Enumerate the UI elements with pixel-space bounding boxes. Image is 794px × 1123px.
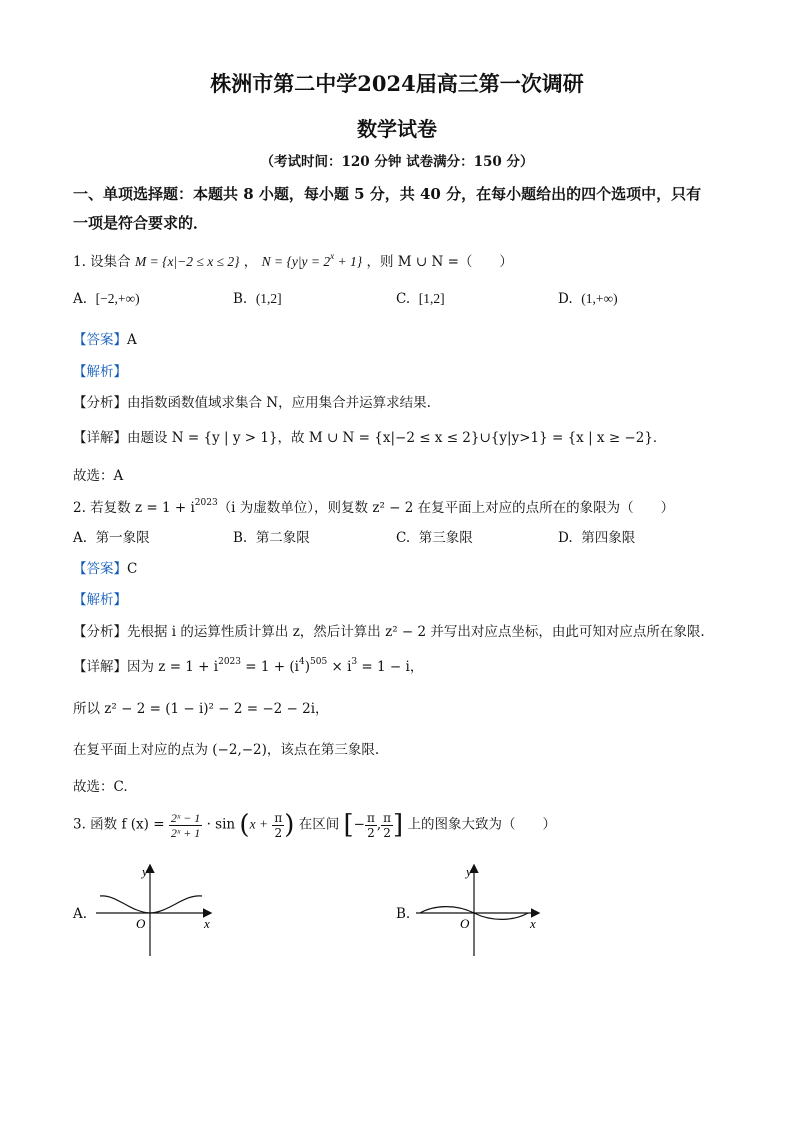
option-c: C. 第三象限	[396, 530, 473, 546]
option-b: B. 第二象限	[233, 530, 310, 546]
page-title: 株洲市第二中学2024届高三第一次调研	[210, 71, 584, 96]
fenxi-line: 【分析】由指数函数值域求集合 N，应用集合并运算求结果.	[73, 395, 431, 411]
question-1-separator: ，	[243, 254, 258, 270]
xiangjie-line: 【详解】因为 $z = 1 + i^{2023} = 1 + (i^4)^{505} \times i^3 = 1 - i$，	[73, 657, 424, 675]
option-d: D. 第四象限	[558, 530, 636, 546]
question-1-prefix: 1. 设集合	[73, 254, 131, 270]
axis-label-x: x	[530, 916, 536, 931]
set-N-definition: $N = \{y|y = 2^x + 1\}$	[261, 251, 363, 269]
analysis-label: 【解析】	[73, 364, 127, 380]
option-b: B. (1,2]	[233, 291, 282, 307]
axis-label-y: y	[142, 864, 148, 879]
option-a: A. [−2,+∞)	[73, 291, 140, 307]
fraction: $\frac{\pi}{2}$	[383, 810, 392, 840]
conclusion-line: 故选：C.	[73, 779, 128, 795]
option-a: A. 第一象限	[73, 530, 150, 546]
fraction: $\frac{\text{2ˣ − 1}}{\text{2ˣ + 1}}$	[170, 810, 201, 840]
fraction: $\frac{\pi}{2}$	[366, 810, 375, 840]
step-line: 在复平面上对应的点为 (−2,−2)，该点在第三象限.	[73, 742, 380, 758]
section-heading-line2: 一项是符合要求的．	[73, 214, 209, 232]
graph-b	[412, 860, 547, 960]
answer-line: 【答案】C	[73, 561, 138, 577]
option-a: A.	[73, 906, 88, 922]
question-2-stem: 2. 若复数 $z = 1 + i^{2023}(i$ 为虚数单位），则复数 z² − 2 在复平面上对应的点所在的象限为（ ）	[73, 498, 675, 516]
option-c: C. [1,2]	[396, 291, 445, 307]
question-1-stem	[73, 250, 513, 270]
question-1-ask: ，则 M ∪ N =（ ）	[366, 254, 513, 270]
axis-label-x: x	[204, 916, 210, 931]
conclusion-line: 故选：A	[73, 468, 124, 484]
answer-line: 【答案】A	[73, 332, 137, 348]
question-3-stem: 3. 函数 f (x) = $\frac{\text{2ˣ − 1}}{\text{2ˣ + 1}}$ · sin (x + $\frac{\pi}{2}$ ) 在区间 [− $\frac{\pi}{2}$ , $\frac{\pi}{2}$ ] 上的图象大致为（ ）	[73, 810, 556, 840]
option-d: D. (1,+∞)	[558, 291, 618, 307]
set-M-definition: M = {x|−2 ≤ x ≤ 2}	[134, 254, 240, 269]
exam-info: （考试时间：120 分钟 试卷满分：150 分）	[260, 154, 534, 170]
fraction: $\frac{\pi}{2}$	[274, 810, 283, 840]
axis-label-y: y	[466, 864, 472, 879]
section-heading-line1: 一、单项选择题：本题共 8 小题，每小题 5 分，共 40 分，在每小题给出的四个选项中，只有	[73, 185, 702, 203]
page-subtitle: 数学试卷	[357, 117, 437, 141]
step-line: 所以 z² − 2 = (1 − i)² − 2 = −2 − 2i，	[73, 701, 329, 717]
option-b: B.	[396, 906, 411, 922]
answer-value: A	[127, 332, 137, 348]
curve	[100, 896, 202, 913]
xiangjie-line: 【详解】由题设 N = {y | y > 1}，故 M ∪ N = {x|−2 ≤ x ≤ 2}∪{y|y>1} = {x | x ≥ −2}．	[73, 430, 667, 446]
graph-a	[92, 860, 222, 960]
analysis-label: 【解析】	[73, 592, 127, 608]
origin-label: O	[136, 916, 146, 931]
answer-value: C	[127, 561, 138, 577]
origin-label: O	[460, 916, 470, 931]
fenxi-line: 【分析】先根据 i 的运算性质计算出 z，然后计算出 z² − 2 并写出对应点坐标，由此可知对应点所在象限.	[73, 624, 705, 640]
